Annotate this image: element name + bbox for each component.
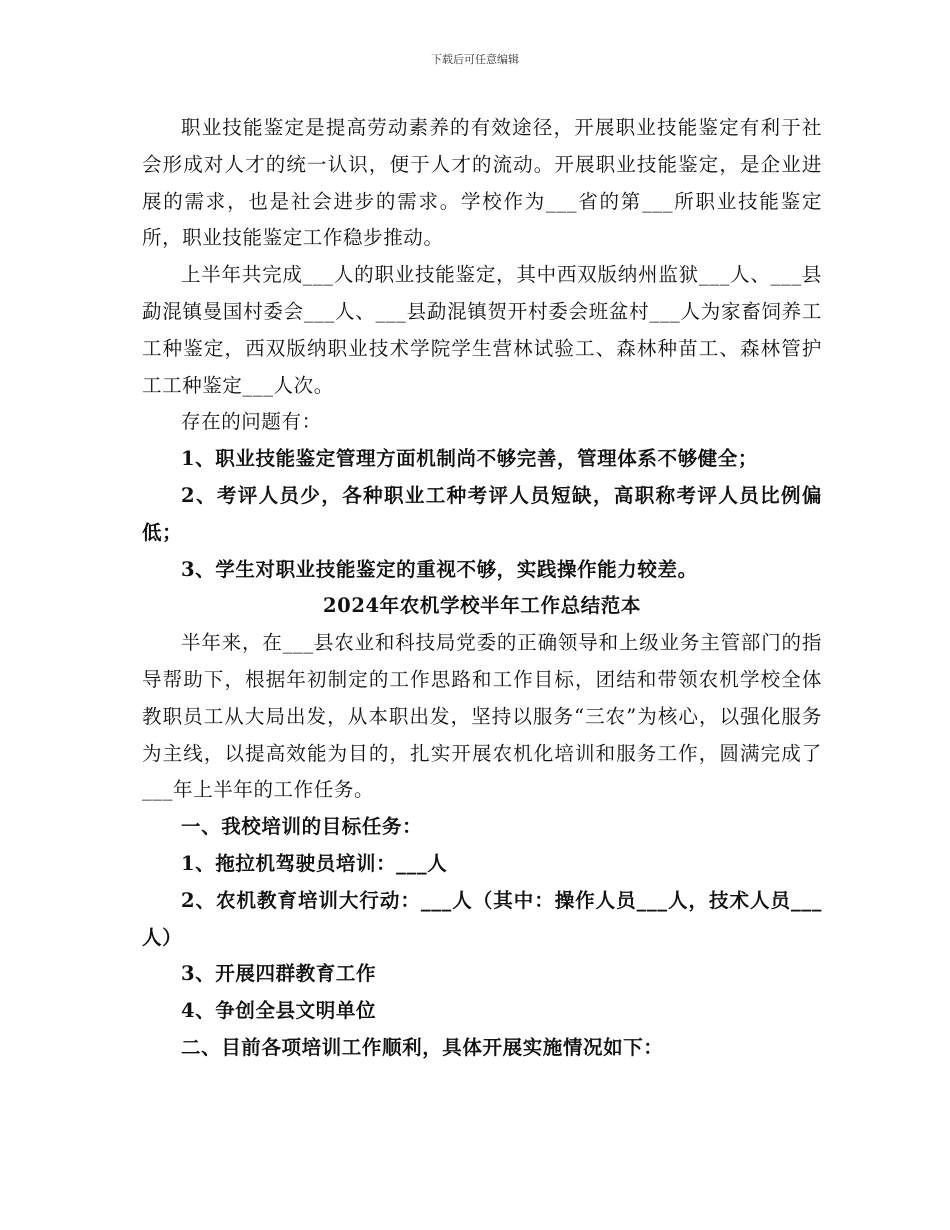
- target-item-3: 3、开展四群教育工作: [181, 962, 377, 986]
- paragraph-half-year-summary: 半年来，在___县农业和科技局党委的正确领导和上级业务主管部门的指导帮助下，根据年初制定的工作思路和工作目标，团结和带领农机学校全体教职员工从大局出发，从本职出发，坚持以服务“三农”为核心，以强化服务为主线，以提高效能为目的，扎实开展农机化培训和服务工作，圆满完成了___年上半年的工作任务。: [142, 631, 822, 802]
- heading-training-targets: 一、我校培训的目标任务：: [181, 815, 423, 839]
- target-item-1: 1、拖拉机驾驶员培训：___人: [181, 851, 448, 875]
- paragraph-first-half-results: 上半年共完成___人的职业技能鉴定，其中西双版纳州监狱___人、___县勐混镇曼国村委会___人、___县勐混镇贺开村委会班盆村___人为家畜饲养工工种鉴定，西双版纳职业技术学院学生营林试验工、森林种苗工、森林管护工工种鉴定___人次。: [142, 263, 822, 397]
- paragraph-problems-lead: 存在的问题有：: [181, 410, 322, 434]
- section-title: 2024年农机学校半年工作总结范本: [323, 594, 641, 618]
- target-item-4: 4、争创全县文明单位: [181, 999, 377, 1023]
- page-header: 下载后可任意编辑: [431, 53, 519, 66]
- heading-implementation: 二、目前各项培训工作顺利，具体开展实施情况如下：: [181, 1035, 664, 1059]
- document-body: [142, 110, 822, 1067]
- problem-item-3: 3、学生对职业技能鉴定的重视不够，实践操作能力较差。: [181, 557, 698, 581]
- problem-item-1: 1、职业技能鉴定管理方面机制尚不够完善，管理体系不够健全；: [181, 447, 758, 471]
- problem-item-2: 2、考评人员少，各种职业工种考评人员短缺，高职称考评人员比例偏低；: [142, 483, 822, 544]
- target-item-2: 2、农机教育培训大行动：___人（其中：操作人员___人，技术人员___人）: [142, 888, 822, 949]
- paragraph-skill-appraisal-intro: 职业技能鉴定是提高劳动素养的有效途径，开展职业技能鉴定有利于社会形成对人才的统一认识，便于人才的流动。开展职业技能鉴定，是企业进展的需求，也是社会进步的需求。学校作为___省的第___所职业技能鉴定所，职业技能鉴定工作稳步推动。: [142, 116, 822, 250]
